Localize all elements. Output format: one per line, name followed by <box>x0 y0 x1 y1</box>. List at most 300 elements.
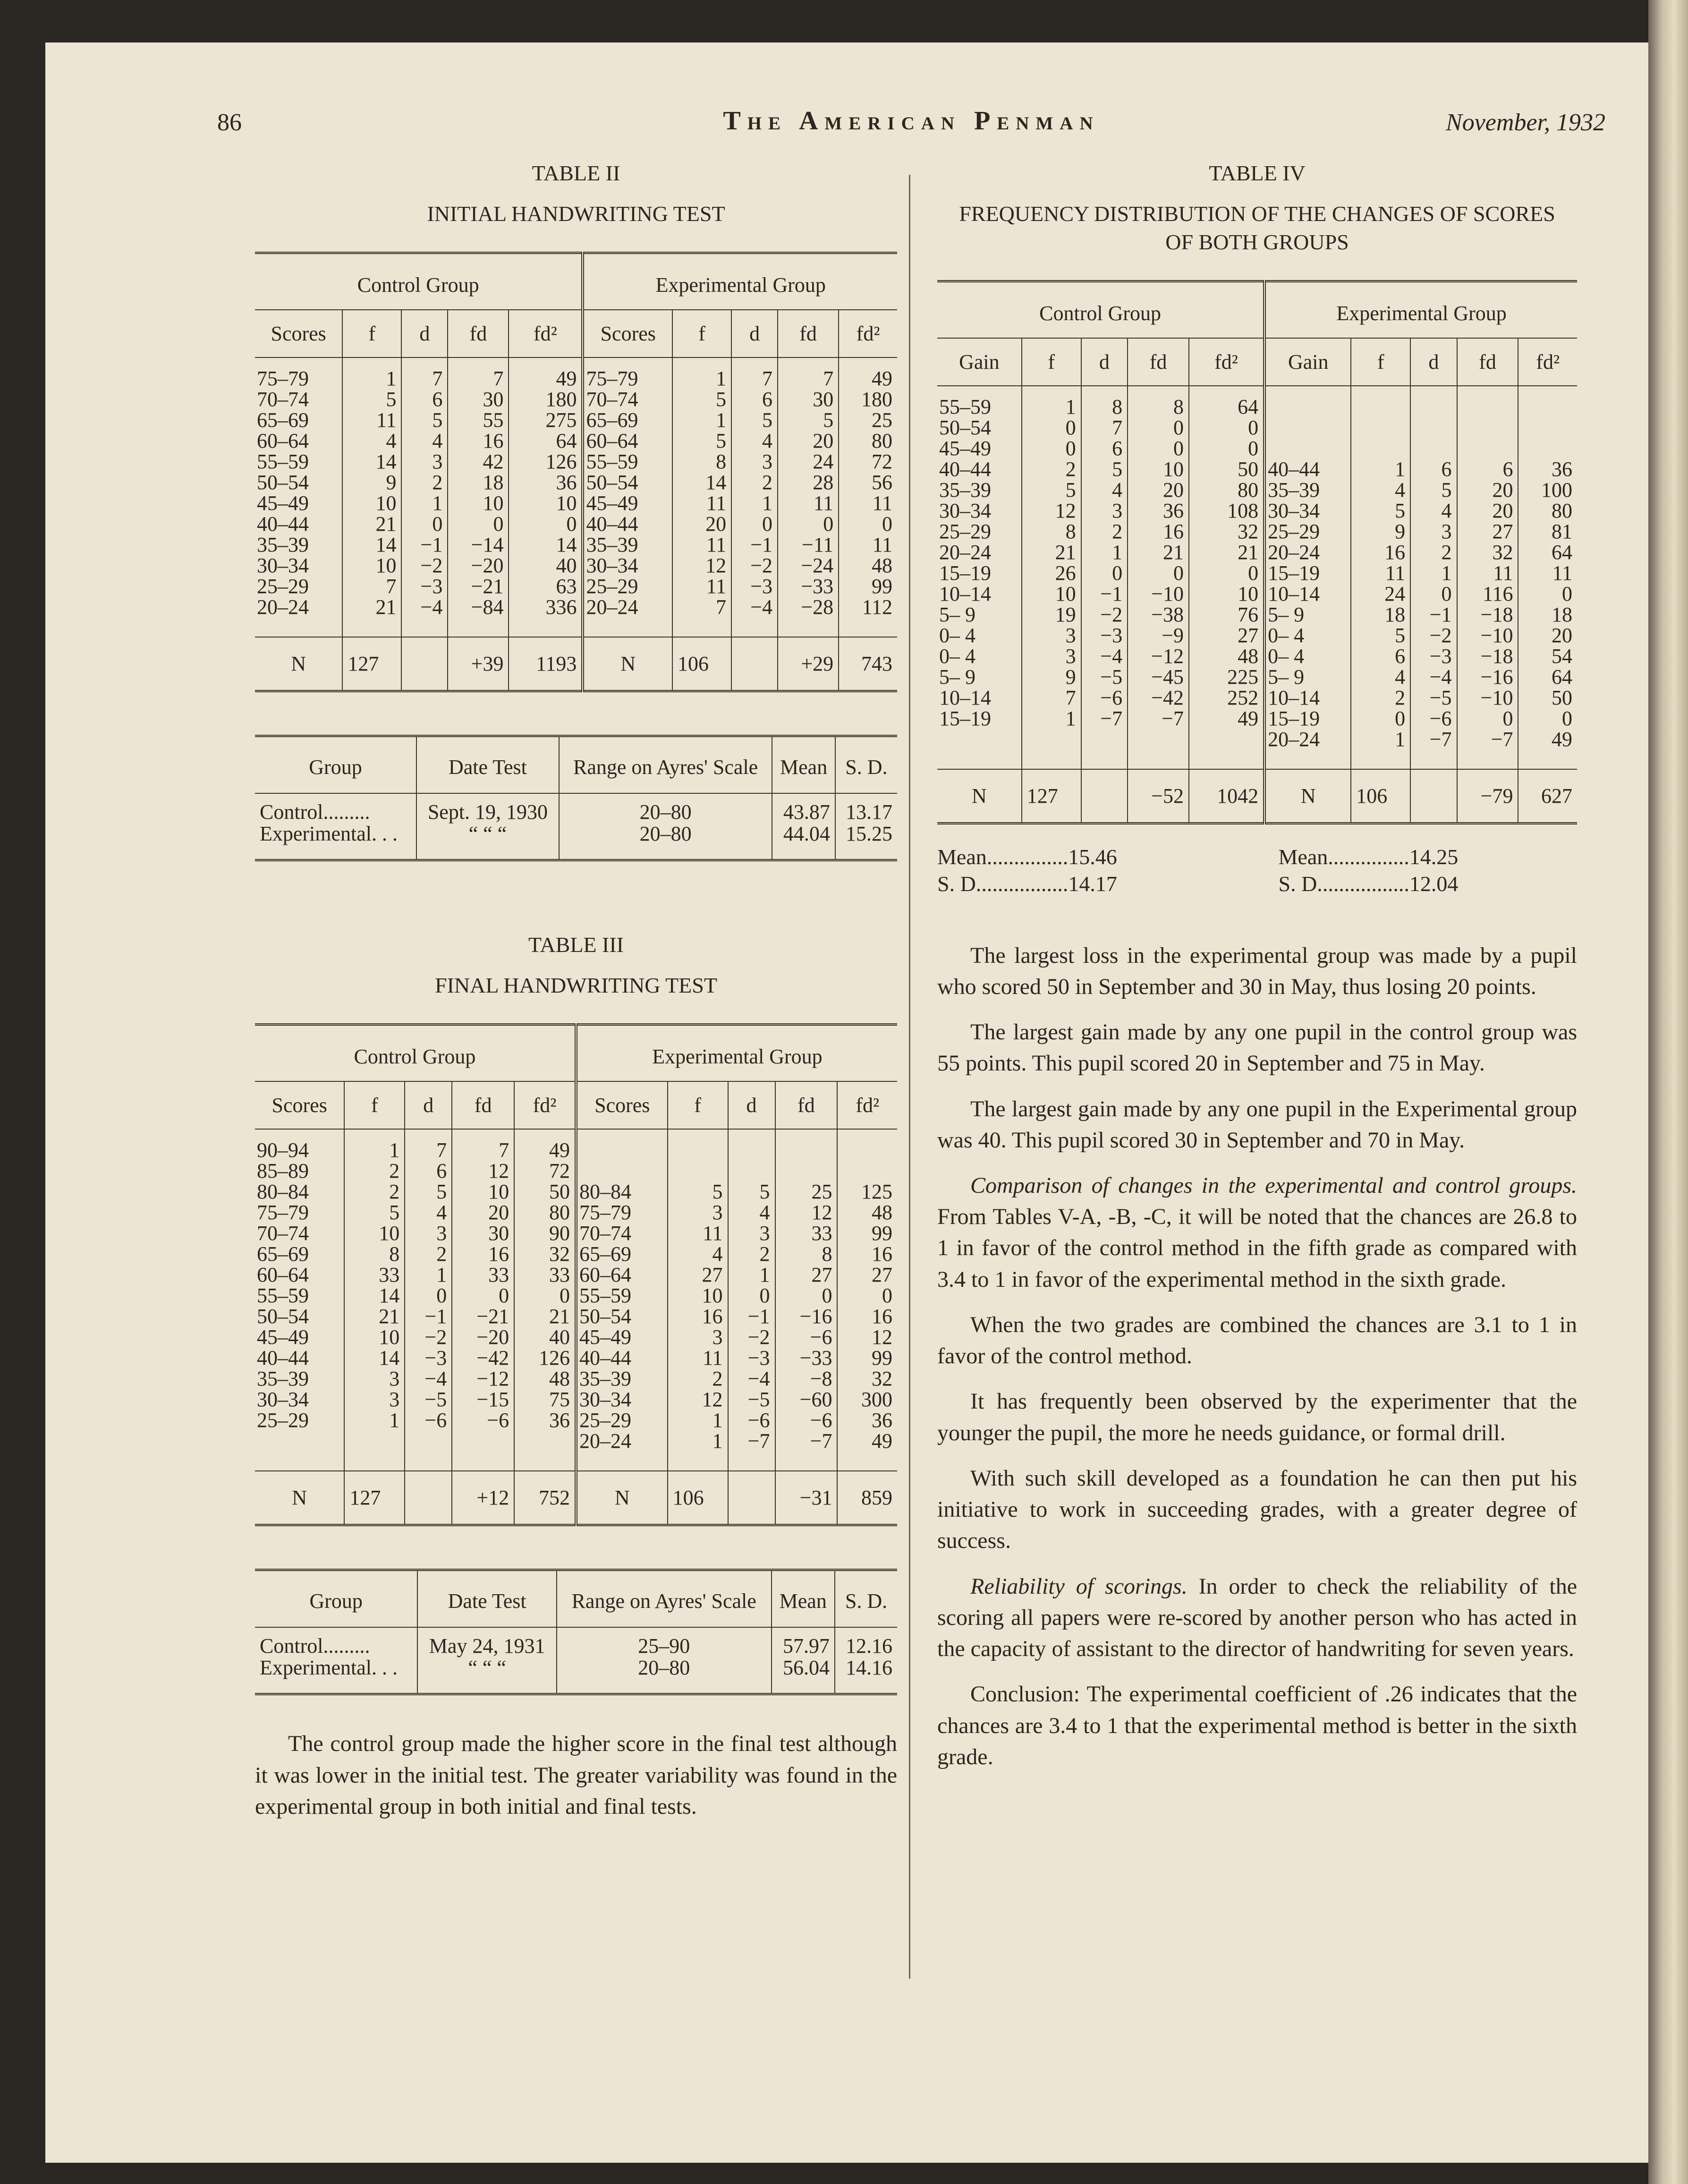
column-divider <box>909 175 910 1979</box>
column-header: Scores <box>583 310 672 357</box>
table-cell: 12 <box>452 1161 514 1181</box>
table-cell: 4 <box>401 431 448 451</box>
right-column <box>937 161 1577 1787</box>
table-cell: 35–39 <box>583 535 672 555</box>
summary-row <box>255 823 897 860</box>
column-header: Gain <box>1264 338 1351 386</box>
paragraph-experimental-gain: The largest gain made by any one pupil in the Experimental group was 40. This pupil scored 30 in September and 70 in May. <box>937 1096 1577 1153</box>
control-group-header: Control Group <box>255 253 583 310</box>
summary-cell: 13.17 <box>846 800 892 824</box>
total-cell <box>1081 769 1128 824</box>
table-cell: −4 <box>1081 646 1128 667</box>
table-cell: 40–44 <box>1264 459 1351 480</box>
table-cell: 10 <box>668 1285 728 1306</box>
table-cell <box>514 1431 576 1471</box>
table-cell: −3 <box>1410 646 1457 667</box>
table-row <box>937 417 1577 438</box>
control-sd-label: S. D. <box>937 872 982 896</box>
table-row <box>255 1181 897 1202</box>
table-cell: 3 <box>668 1327 728 1348</box>
total-cell: 127 <box>342 637 401 691</box>
table-cell: 2 <box>1351 688 1410 708</box>
table-cell <box>837 1129 897 1161</box>
table-cell: 12 <box>668 1389 728 1410</box>
table-row <box>255 1327 897 1348</box>
table-cell: −7 <box>1128 708 1189 729</box>
table-cell: 50 <box>1552 686 1572 709</box>
column-header: fd <box>1457 338 1518 386</box>
column-header: f <box>1022 338 1081 386</box>
summary-header: S. D. <box>835 736 897 793</box>
table-cell: 81 <box>1552 519 1572 543</box>
table-cell: −24 <box>778 555 839 576</box>
table-cell: 20 <box>672 514 731 535</box>
table-cell: −1 <box>728 1306 775 1327</box>
column-header: Scores <box>255 310 342 357</box>
column-header: d <box>1410 338 1457 386</box>
table-cell <box>1457 417 1518 438</box>
table-cell <box>1518 386 1577 417</box>
total-cell: N <box>255 637 342 691</box>
table-cell: 7 <box>452 1129 514 1161</box>
table-cell: −2 <box>728 1327 775 1348</box>
table-cell: 21 <box>1022 542 1081 563</box>
table-cell: 16 <box>872 1304 892 1328</box>
table-row <box>255 472 897 493</box>
table-cell: 40–44 <box>255 514 342 535</box>
table-cell: 70–74 <box>255 1223 344 1244</box>
table-cell: 0 <box>1128 417 1189 438</box>
table-row <box>937 501 1577 521</box>
column-header: fd² <box>1189 338 1264 386</box>
table-cell: 65–69 <box>255 410 342 431</box>
table-cell: −6 <box>405 1410 452 1431</box>
experimental-group-header: Experimental Group <box>576 1024 897 1081</box>
table-cell: 0 <box>1189 563 1264 584</box>
table-cell: 12 <box>1022 501 1081 521</box>
table-cell: 25–29 <box>255 576 342 597</box>
comparison-text: From Tables V-A, -B, -C, it will be noted that the chances are 26.8 to 1 in favor of the control method in the fifth grade as compared with 3.4 to 1 in favor of the experimental method in the sixth grade. <box>937 1204 1577 1292</box>
table-cell: 11 <box>872 491 892 515</box>
total-cell: 106 <box>1351 769 1410 824</box>
summary-cell: 15.25 <box>846 822 892 846</box>
table4-number: TABLE IV <box>1209 161 1306 185</box>
table-cell: 4 <box>1351 667 1410 688</box>
table3-title: FINAL HANDWRITING TEST <box>435 973 717 998</box>
summary-header: Group <box>255 736 416 793</box>
total-cell: 743 <box>839 637 897 691</box>
experimental-stats: Mean ............... 14.25 S. D. ................ 12.04 <box>1236 843 1578 898</box>
table-row <box>255 389 897 410</box>
table-cell: 10–14 <box>1264 584 1351 604</box>
table-cell: 40–44 <box>576 1348 668 1368</box>
table-cell: 8 <box>775 1244 838 1265</box>
table-cell: 0 <box>514 1285 576 1306</box>
table-cell: 65–69 <box>576 1244 668 1265</box>
table-cell: 3 <box>1022 625 1081 646</box>
table-cell: 35–39 <box>255 535 342 555</box>
table-cell: 15–19 <box>937 708 1022 729</box>
table-cell: 4 <box>405 1202 452 1223</box>
table-cell: 50–54 <box>576 1306 668 1327</box>
table-cell <box>576 1161 668 1181</box>
table-cell: 48 <box>514 1368 576 1389</box>
table-row <box>937 480 1577 501</box>
table-cell: 5 <box>1081 459 1128 480</box>
table-cell: −5 <box>405 1389 452 1410</box>
table-cell: 45–49 <box>937 438 1022 459</box>
table-row <box>255 1306 897 1327</box>
table-cell: 80–84 <box>576 1181 668 1202</box>
table4 <box>937 280 1577 824</box>
table-cell: 99 <box>872 1346 892 1369</box>
table-cell: 75–79 <box>255 357 342 389</box>
table-cell: −45 <box>1128 667 1189 688</box>
column-header: fd² <box>837 1081 897 1129</box>
table-cell: 0 <box>1562 706 1572 730</box>
table-cell <box>1410 386 1457 417</box>
reliability-text: In order to check the reliability of the scoring all papers were re-scored by another person who has acted in the capacity of assistant to the director of handwriting for seven years. <box>937 1573 1577 1662</box>
table-cell: 1 <box>668 1410 728 1431</box>
table-cell: 2 <box>401 472 448 493</box>
table-cell: −6 <box>1410 708 1457 729</box>
table-cell: 70–74 <box>576 1223 668 1244</box>
table-cell: 3 <box>728 1223 775 1244</box>
table-cell: 26 <box>1022 563 1081 584</box>
table-cell: 25 <box>775 1181 838 1202</box>
table-row <box>937 584 1577 604</box>
table-cell: −14 <box>448 535 509 555</box>
table-cell: 0 <box>1457 708 1518 729</box>
experimental-group-header: Experimental Group <box>583 253 897 310</box>
table3-number: TABLE III <box>528 933 624 957</box>
table-cell: 20–24 <box>576 1431 668 1471</box>
table-cell: 2 <box>1081 521 1128 542</box>
table-cell: −3 <box>1081 625 1128 646</box>
total-cell: −52 <box>1128 769 1189 824</box>
table-cell: 7 <box>778 357 839 389</box>
table-cell: 252 <box>1189 688 1264 708</box>
total-cell <box>1410 769 1457 824</box>
table-cell: 0 <box>775 1285 838 1306</box>
table-cell: 48 <box>872 553 892 577</box>
summary-cell: 44.04 <box>772 823 835 860</box>
table-cell: 112 <box>862 595 892 619</box>
table-cell: 32 <box>514 1244 576 1265</box>
table-cell <box>937 729 1022 769</box>
table-cell: 25 <box>872 408 892 432</box>
table-cell: 12 <box>775 1202 838 1223</box>
table-cell: 45–49 <box>583 493 672 514</box>
table-cell: 3 <box>1081 501 1128 521</box>
table-cell: 12 <box>672 555 731 576</box>
column-header: d <box>401 310 448 357</box>
table-cell: 12 <box>872 1325 892 1349</box>
table-row <box>255 597 897 637</box>
table-cell: 6 <box>1410 459 1457 480</box>
table-cell: 0 <box>1022 417 1081 438</box>
table-cell: 1 <box>344 1410 405 1431</box>
table-cell: 75–79 <box>583 357 672 389</box>
table2-number: TABLE II <box>532 161 620 185</box>
table-cell: 0 <box>1189 438 1264 459</box>
table-cell <box>1351 438 1410 459</box>
table-cell: 1 <box>1351 459 1410 480</box>
table-row <box>255 555 897 576</box>
table-row <box>255 493 897 514</box>
table-cell: 1 <box>405 1265 452 1285</box>
experimental-sd: 12.04 <box>1409 872 1459 896</box>
table-cell: −6 <box>775 1410 838 1431</box>
table-cell: 30 <box>452 1223 514 1244</box>
summary-header: Mean <box>772 1570 835 1627</box>
table-cell <box>1410 438 1457 459</box>
table-cell: 60–64 <box>576 1265 668 1285</box>
table-cell: −4 <box>728 1368 775 1389</box>
table-cell: −5 <box>1410 688 1457 708</box>
table-cell: 25–29 <box>576 1410 668 1431</box>
table-cell <box>1410 417 1457 438</box>
table-cell: 5 <box>672 431 731 451</box>
total-cell: 127 <box>344 1471 405 1525</box>
summary-cell: Control......... <box>255 1627 417 1657</box>
table-cell: 4 <box>342 431 401 451</box>
table-cell: 16 <box>1351 542 1410 563</box>
table-cell: 5 <box>1410 480 1457 501</box>
table-row <box>255 1410 897 1431</box>
table-cell: 10 <box>344 1327 405 1348</box>
table-cell: −5 <box>1081 667 1128 688</box>
column-header: Scores <box>255 1081 344 1129</box>
table-cell: 80 <box>872 429 892 452</box>
table-cell: 6 <box>401 389 448 410</box>
column-header: fd <box>448 310 509 357</box>
summary-cell: “ “ “ <box>417 1657 556 1694</box>
table-cell: 7 <box>401 357 448 389</box>
table-cell: 8 <box>344 1244 405 1265</box>
left-column <box>255 161 897 1836</box>
column-header: f <box>668 1081 728 1129</box>
table-cell <box>775 1129 838 1161</box>
total-cell <box>405 1471 452 1525</box>
table-cell <box>668 1129 728 1161</box>
table4-title: FREQUENCY DISTRIBUTION OF THE CHANGES OF SCORES OF BOTH GROUPS <box>959 202 1555 254</box>
page-number: 86 <box>217 109 242 136</box>
table-cell: 80 <box>1552 499 1572 522</box>
table-cell: 2 <box>344 1181 405 1202</box>
control-group-header: Control Group <box>937 281 1264 338</box>
table-cell: 99 <box>872 574 892 598</box>
table-cell: 76 <box>1189 604 1264 625</box>
table-cell: 20 <box>1552 623 1572 647</box>
table-cell: 6 <box>405 1161 452 1181</box>
paragraph-conclusion: Conclusion: The experimental coefficient of .26 indicates that the chances are 3.4 to 1 that the experimental method is better in the sixth grade. <box>937 1682 1577 1769</box>
table-cell: 0 <box>1081 563 1128 584</box>
table-cell: 48 <box>1189 646 1264 667</box>
paragraph-control-gain: The largest gain made by any one pupil in the control group was 55 points. This pupil scored 20 in September and 75 in May. <box>937 1020 1577 1076</box>
table-cell: −7 <box>1081 708 1128 729</box>
table-cell <box>1189 729 1264 769</box>
table-row <box>937 542 1577 563</box>
table-cell: 4 <box>1351 480 1410 501</box>
table-cell: −12 <box>1128 646 1189 667</box>
total-cell: 1042 <box>1189 769 1264 824</box>
table-cell: 7 <box>448 357 509 389</box>
table-cell: −11 <box>778 535 839 555</box>
table-cell <box>1264 386 1351 417</box>
table-cell: −8 <box>775 1368 838 1389</box>
table-cell: −33 <box>775 1348 838 1368</box>
table-cell: 11 <box>672 535 731 555</box>
control-sd: 14.17 <box>1068 872 1117 896</box>
table-cell: 5 <box>401 410 448 431</box>
table-cell: 50–54 <box>583 472 672 493</box>
table-row <box>255 514 897 535</box>
table-cell: 5 <box>728 1181 775 1202</box>
table-cell: 7 <box>1081 417 1128 438</box>
table-cell: 0 <box>882 512 892 535</box>
table-cell: −2 <box>731 555 778 576</box>
table-cell: 36 <box>1552 457 1572 481</box>
table-cell: 0 <box>448 514 509 535</box>
table-cell: 0– 4 <box>937 646 1022 667</box>
table-cell: 30–34 <box>937 501 1022 521</box>
total-cell <box>401 637 448 691</box>
table-cell: 3 <box>344 1368 405 1389</box>
table-cell: −33 <box>778 576 839 597</box>
table-cell: 14 <box>672 472 731 493</box>
table-cell <box>344 1431 405 1471</box>
table-cell: 27 <box>668 1265 728 1285</box>
table-cell: 18 <box>448 472 509 493</box>
table-cell: 225 <box>1189 667 1264 688</box>
table-cell: 30–34 <box>576 1389 668 1410</box>
table-cell: 10 <box>1022 584 1081 604</box>
table-cell: 11 <box>1351 563 1410 584</box>
column-header: fd² <box>1518 338 1577 386</box>
table-cell: 1 <box>1022 708 1081 729</box>
table-cell: 20–24 <box>1264 729 1351 769</box>
table-row <box>937 521 1577 542</box>
table-cell: −18 <box>1457 604 1518 625</box>
table-cell: 0 <box>1351 708 1410 729</box>
table-row <box>937 459 1577 480</box>
table-cell: 35–39 <box>1264 480 1351 501</box>
table-cell: −10 <box>1457 688 1518 708</box>
table-cell: 1 <box>1410 563 1457 584</box>
table-cell: −15 <box>452 1389 514 1410</box>
table-cell: 0 <box>1128 438 1189 459</box>
paragraph-skill: With such skill developed as a foundation he can then put his initiative to work in succeeding grades, with a greater degree of success. <box>937 1465 1577 1554</box>
table4-stats <box>937 843 1577 898</box>
table-row <box>255 1129 897 1161</box>
table-cell: −2 <box>1081 604 1128 625</box>
table-row <box>255 1348 897 1368</box>
table-cell: 2 <box>405 1244 452 1265</box>
table-cell: 0 <box>1410 584 1457 604</box>
table-cell: 2 <box>1410 542 1457 563</box>
table-cell: 0 <box>405 1285 452 1306</box>
table-cell: 35–39 <box>255 1368 344 1389</box>
table-cell <box>1022 729 1081 769</box>
table-cell: 99 <box>872 1221 892 1245</box>
table-cell: −18 <box>1457 646 1518 667</box>
table-cell: 14 <box>344 1348 405 1368</box>
table-cell: 0 <box>882 1283 892 1307</box>
table-cell: 19 <box>1022 604 1081 625</box>
table-row <box>255 576 897 597</box>
table-cell: 5 <box>405 1181 452 1202</box>
table-cell: −9 <box>1128 625 1189 646</box>
experimental-mean: 14.25 <box>1409 844 1459 869</box>
table-cell: 10–14 <box>937 688 1022 708</box>
table-cell: 3 <box>405 1223 452 1244</box>
table-cell: 90–94 <box>255 1129 344 1161</box>
table-cell: 70–74 <box>583 389 672 410</box>
table-cell <box>1081 729 1128 769</box>
table-cell: 56 <box>872 470 892 494</box>
table-cell: 16 <box>872 1242 892 1266</box>
table-cell: −1 <box>405 1306 452 1327</box>
table-cell: 49 <box>509 357 583 389</box>
table-cell: 1 <box>672 410 731 431</box>
table-cell <box>668 1161 728 1181</box>
table-cell: 21 <box>342 597 401 637</box>
table-cell: 20 <box>778 431 839 451</box>
table-cell: 40 <box>514 1327 576 1348</box>
table-cell: 20–24 <box>1264 542 1351 563</box>
table-cell: 40 <box>509 555 583 576</box>
column-header: fd² <box>514 1081 576 1129</box>
table-cell: 4 <box>1081 480 1128 501</box>
table-cell: 55–59 <box>937 386 1022 417</box>
table-cell: 1 <box>672 357 731 389</box>
table-cell: 1 <box>728 1265 775 1285</box>
table-cell: −6 <box>1081 688 1128 708</box>
table-cell: 1 <box>668 1431 728 1471</box>
table-cell: −1 <box>401 535 448 555</box>
paragraph-comparison <box>937 1170 1577 1295</box>
table3 <box>255 1023 897 1526</box>
table-cell: 5– 9 <box>1264 667 1351 688</box>
table-cell: 6 <box>1351 646 1410 667</box>
table-cell: 4 <box>731 431 778 451</box>
table-cell: 5 <box>668 1181 728 1202</box>
table-cell: 116 <box>1457 584 1518 604</box>
table-cell: −10 <box>1128 584 1189 604</box>
table-cell: 336 <box>509 597 583 637</box>
table-row <box>937 386 1577 417</box>
total-cell: 752 <box>514 1471 576 1525</box>
table-cell: −20 <box>452 1327 514 1348</box>
table-cell: 1 <box>344 1129 405 1161</box>
table-cell <box>837 1161 897 1181</box>
table-cell: 33 <box>514 1265 576 1285</box>
table-cell: 2 <box>344 1161 405 1181</box>
table-cell: 30–34 <box>1264 501 1351 521</box>
paragraph-reliability <box>937 1571 1577 1665</box>
summary-cell: 12.16 <box>846 1634 892 1658</box>
table-cell: 4 <box>728 1202 775 1223</box>
table-cell: −1 <box>1081 584 1128 604</box>
total-cell: +12 <box>452 1471 514 1525</box>
table-cell: 45–49 <box>576 1327 668 1348</box>
table-cell: 1 <box>731 493 778 514</box>
table-cell: 0 <box>1562 582 1572 605</box>
table-cell: 15–19 <box>1264 563 1351 584</box>
table-cell: 21 <box>342 514 401 535</box>
summary-cell: Experimental. . . <box>255 1657 417 1694</box>
